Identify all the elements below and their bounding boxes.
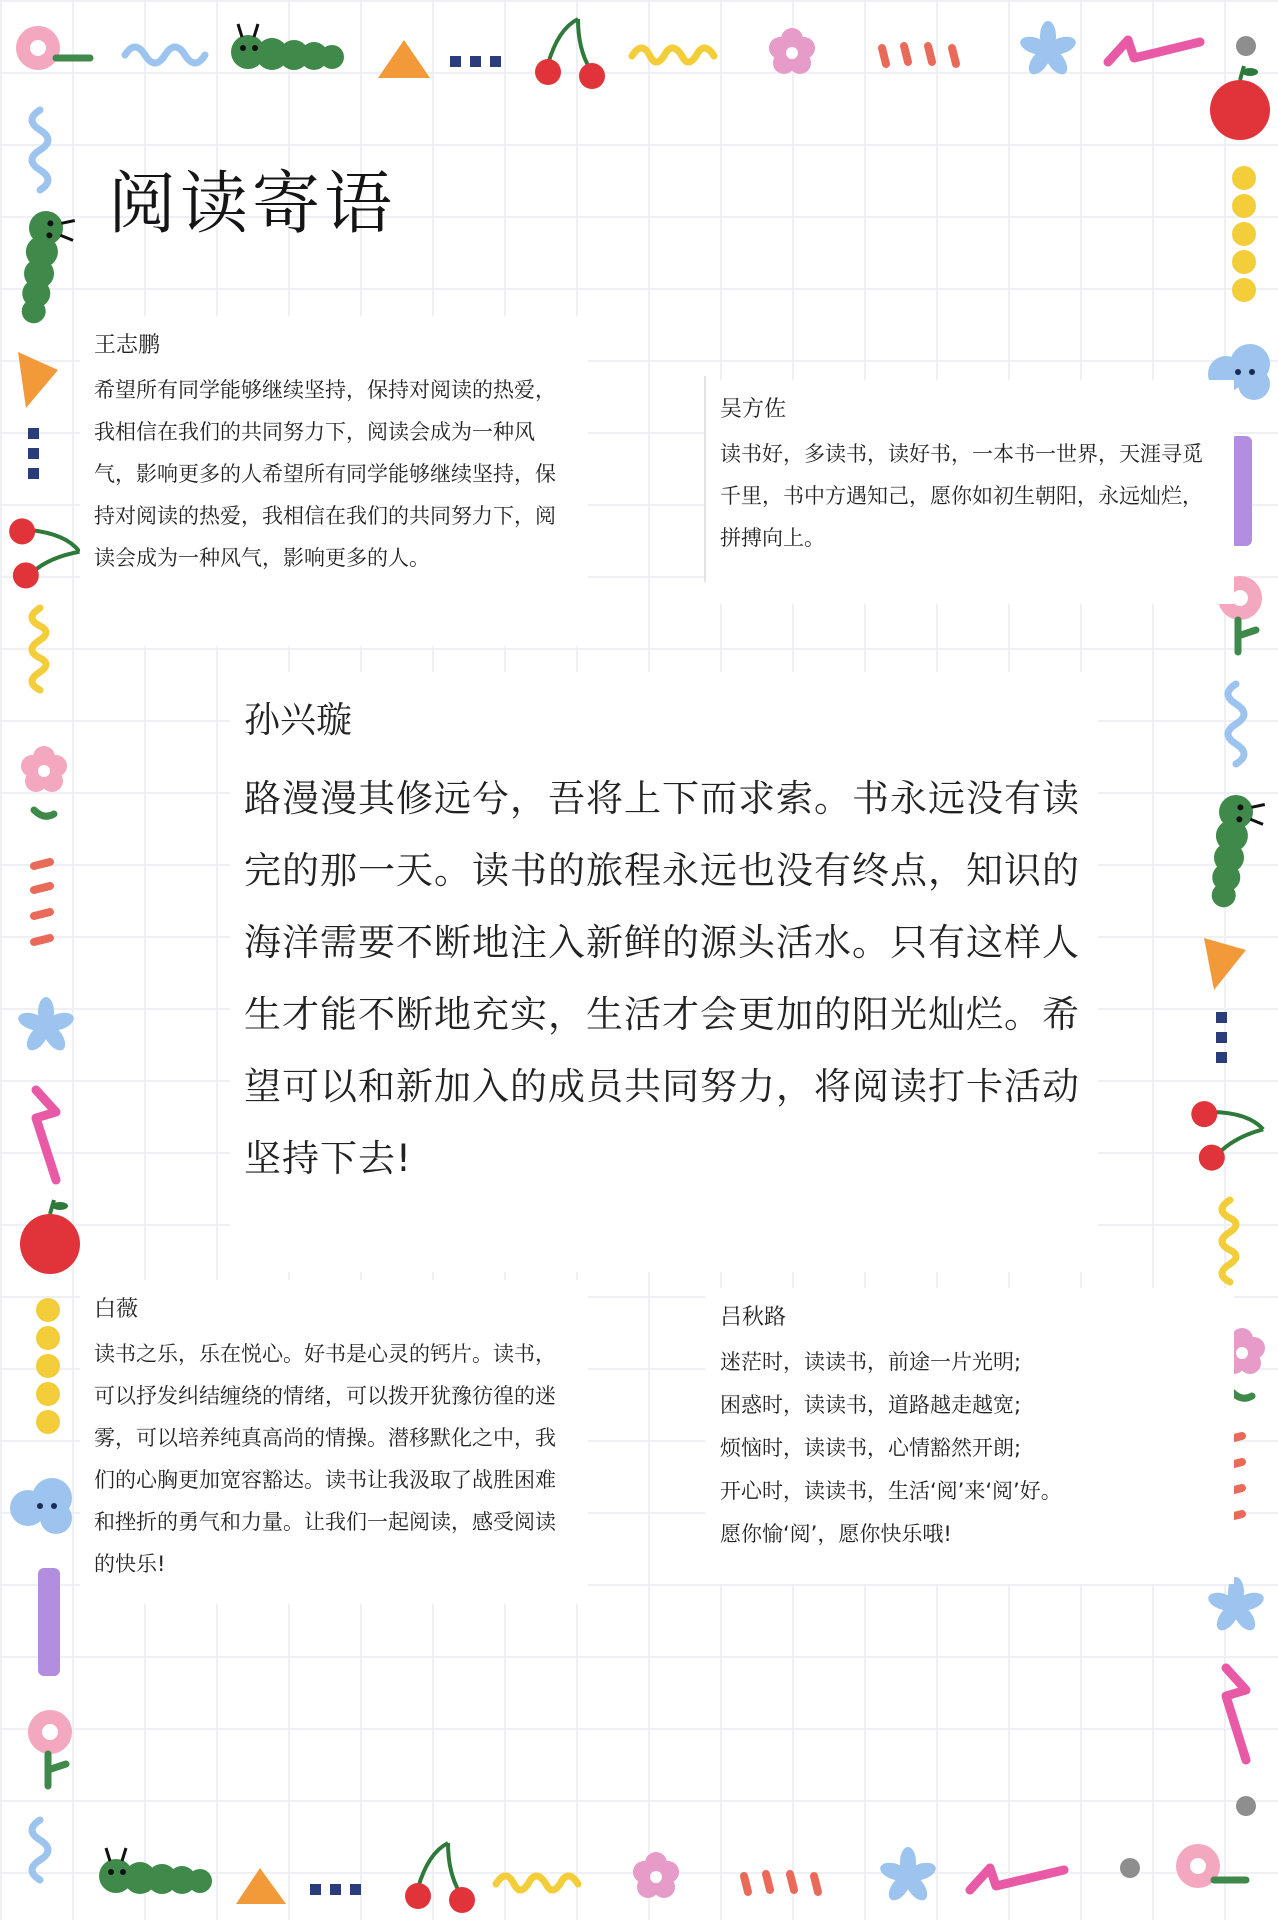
message-card-sun [230, 672, 1098, 1272]
message-text: 路漫漫其修远兮，吾将上下而求索。书永远没有读完的那一天。读书的旅程永远也没有终点，知识的海洋需要不断地注入新鲜的源头活水。只有这样人生才能不断地充实，生活才会更加的阳光灿烂。希望可以和新加入的成员共同努力，将阅读打卡活动坚持下去! [244, 777, 1080, 1180]
caterpillar-icon [20, 209, 76, 326]
triangle-icon [378, 40, 430, 78]
message-text: 读书好，多读书，读好书，一本书一世界，天涯寻觅千里，书中方遇知己，愿你如初生朝阳，永远灿烂，拼搏向上。 [720, 442, 1203, 550]
flower-icon [633, 1852, 679, 1898]
zigzag-icon [36, 1090, 56, 1180]
zigzag-icon [970, 1868, 1064, 1890]
triangle-icon [1204, 938, 1246, 990]
message-line: 开心时，读读书，生活‘阅’来‘阅’好。 [720, 1479, 1062, 1503]
coil-icon [632, 48, 714, 62]
apple-icon [20, 1200, 80, 1274]
dots-icon [450, 56, 501, 67]
author-name: 孙兴璇 [244, 700, 353, 741]
star-icon [1206, 1577, 1266, 1634]
squiggle-icon [32, 1820, 48, 1880]
dots-icon [310, 1884, 361, 1895]
flower-icon [21, 746, 67, 816]
dashes-icon [744, 1874, 818, 1892]
dashes-icon [34, 862, 50, 942]
cherry-icon [3, 509, 84, 590]
caterpillar-icon [99, 1848, 212, 1894]
squiggle-icon [1228, 684, 1244, 764]
squiggle-icon [125, 47, 205, 63]
flower-icon [28, 1710, 72, 1786]
message-line: 困惑时，读读书，道路越走越宽; [720, 1393, 1022, 1417]
flower-icon [1176, 1844, 1246, 1888]
message-line: 烦恼时，读读书，心情豁然开朗; [720, 1436, 1022, 1460]
message-card-wu [706, 380, 1234, 604]
dashes-icon [882, 46, 956, 64]
page-title: 阅读寄语 [108, 165, 397, 244]
message-line: 愿你愉‘阅’，愿你快乐哦! [720, 1522, 952, 1546]
star-icon [1018, 21, 1078, 78]
author-name: 吴方佐 [720, 397, 787, 422]
dots-icon [1216, 1012, 1227, 1063]
caterpillar-icon [1210, 793, 1266, 910]
bead-chain-icon [36, 1298, 60, 1434]
message-text: 希望所有同学能够继续坚持，保持对阅读的热爱，我相信在我们的共同努力下，阅读会成为一种风气，影响更多的人希望所有同学能够继续坚持，保持对阅读的热爱，我相信在我们的共同努力下，阅读会成为一种风气，影响更多的人。 [94, 378, 556, 570]
author-name: 吕秋路 [720, 1305, 787, 1330]
triangle-icon [236, 1868, 286, 1904]
dots-icon [28, 428, 39, 479]
cloud-face-icon [10, 1478, 72, 1534]
triangle-icon [18, 352, 58, 408]
dot-icon [1236, 36, 1256, 56]
caterpillar-icon [231, 24, 344, 70]
crayon-icon [38, 1568, 60, 1676]
zigzag-icon [1108, 40, 1200, 62]
author-name: 白薇 [94, 1297, 139, 1322]
squiggle-icon [32, 110, 48, 190]
coil-icon [496, 1876, 578, 1890]
coil-icon [32, 608, 46, 690]
message-text: 读书之乐，乐在悦心。好书是心灵的钙片。读书，可以抒发纠结缠绕的情绪，可以拨开犹豫彷徨的迷雾，可以培养纯真高尚的情操。潜移默化之中，我们的心胸更加宽容豁达。读书让我汲取了战胜困难和挫折的勇气和力量。让我们一起阅读，感受阅读的快乐! [94, 1342, 556, 1576]
message-card-bai [80, 1280, 588, 1604]
zigzag-icon [1226, 1668, 1246, 1760]
star-icon [16, 997, 76, 1054]
author-name: 王志鹏 [94, 333, 161, 358]
bead-chain-icon [1232, 166, 1256, 302]
flower-icon [769, 28, 815, 74]
apple-icon [1210, 66, 1270, 140]
message-line: 迷茫时，读读书，前途一片光明; [720, 1350, 1022, 1374]
cherry-icon [535, 19, 605, 89]
cherry-icon [1184, 1088, 1270, 1174]
dot-icon [1120, 1858, 1140, 1878]
flower-icon [16, 26, 90, 70]
coil-icon [1222, 1200, 1236, 1282]
star-icon [878, 1847, 938, 1904]
cherry-icon [405, 1843, 475, 1913]
message-card-lv [706, 1288, 1234, 1584]
dot-icon [1236, 1796, 1256, 1816]
message-card-wang [80, 316, 588, 646]
